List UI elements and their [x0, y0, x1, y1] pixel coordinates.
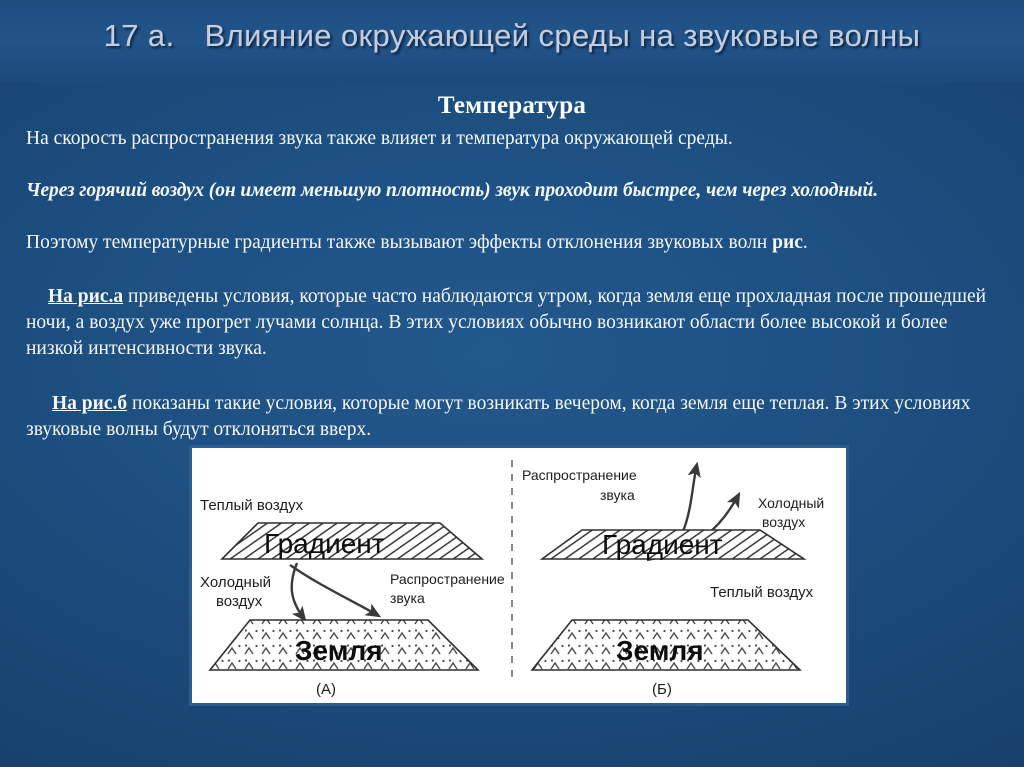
paragraph-gradient-lead: Поэтому температурные градиенты также вызывают эффекты отклонения звуковых волн: [26, 232, 773, 254]
body-text-block: [26, 92, 998, 443]
label-sound-b-line1: Распространение: [522, 467, 637, 483]
paragraph-gradient-bold: рис: [772, 232, 803, 254]
slide-number: 17 a.: [103, 18, 175, 53]
caption-panel-a: (А): [316, 681, 336, 698]
figure-diagram: [192, 448, 846, 703]
caption-panel-b: (Б): [652, 681, 672, 698]
label-cold-air-a-line2: воздух: [216, 593, 263, 610]
paragraph-fig-a-label: На рис.а: [48, 286, 124, 308]
paragraph-intro: На скорость распространения звука также влияет и температура окружающей среды.: [26, 128, 733, 149]
label-cold-air-b-line1: Холодный: [758, 495, 825, 511]
title-band: [0, 0, 1024, 82]
figure-image: [189, 445, 849, 706]
paragraph-fig-a-text: приведены условия, которые часто наблюдаются утром, когда земля еще прохладная после прошедшей ночи, а воздух уже прогрет лучами солнца. В этих условиях обычно возникают области более высокой и более низкой интенсивности звука.: [26, 286, 987, 359]
ground-label-a: Земля: [295, 635, 383, 666]
label-sound-b-line2: звука: [600, 487, 635, 503]
paragraph-gradient-tail: .: [802, 232, 808, 254]
paragraph-fig-a: [26, 284, 998, 361]
slide-title-text: Влияние окружающей среды на звуковые волны: [204, 18, 921, 53]
label-warm-air-a: Теплый воздух: [200, 497, 304, 514]
gradient-label-b: Градиент: [602, 529, 723, 560]
paragraph-italic: Через горячий воздух (он имеет меньшую плотность) звук проходит быстрее, чем через холодный.: [26, 179, 878, 201]
section-heading: Температура: [437, 92, 587, 119]
label-cold-air-a-line1: Холодный: [200, 574, 271, 591]
gradient-label-a: Градиент: [264, 528, 385, 559]
page-title: [0, 18, 1024, 54]
label-cold-air-b-line2: воздух: [762, 514, 806, 530]
paragraph-fig-b-label: На рис.б: [52, 393, 128, 415]
paragraph-fig-b-text: показаны такие условия, которые могут возникать вечером, когда земля еще теплая. В этих условиях звуковые волны будут отклоняться вверх.: [26, 393, 971, 441]
paragraph-fig-b: [26, 391, 998, 442]
label-sound-a-line1: Распространение: [390, 571, 505, 587]
label-warm-air-b: Теплый воздух: [710, 584, 814, 601]
paragraph-gradient: [26, 230, 998, 256]
ground-label-b: Земля: [616, 635, 704, 666]
label-sound-a-line2: звука: [390, 590, 425, 606]
